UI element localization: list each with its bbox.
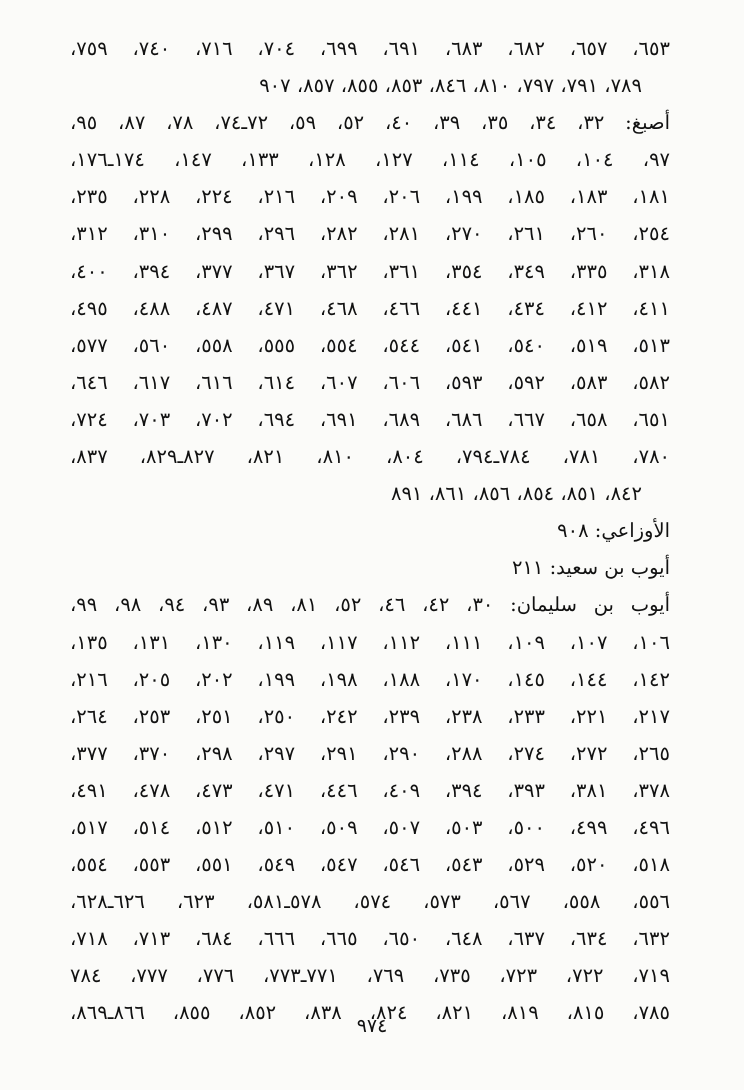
index-line: ٩٧، ١٠٤، ١٠٥، ١١٤، ١٢٧، ١٢٨، ١٣٣، ١٤٧، ١٧٤ـ١٧٦، — [70, 148, 671, 172]
index-line: ٥١٨، ٥٢٠، ٥٢٩، ٥٤٣، ٥٤٦، ٥٤٧، ٥٤٩، ٥٥١، ٥٥٣، ٥٥٤، — [70, 853, 670, 877]
index-entry-asbagh: أصبغ: ٣٢، ٣٤، ٣٥، ٣٩، ٤٠، ٥٢، ٥٩، ٧٢ـ٧٤، ٧٨، ٨٧، ٩٥، — [70, 111, 670, 135]
index-entry-awzai: الأوزاعي: ٩٠٨ — [557, 519, 670, 543]
index-line: ١٨١، ١٨٣، ١٨٥، ١٩٩، ٢٠٦، ٢٠٩، ٢١٦، ٢٢٤، ٢٢٨، ٢٣٥، — [70, 185, 670, 209]
index-entry-ayyub-bin-sulayman: أيوب بن سليمان: ٣٠، ٤٢، ٤٦، ٥٢، ٨١، ٨٩، ٩٣، ٩٤، ٩٨، ٩٩، — [70, 593, 671, 617]
index-line: ١٠٦، ١٠٧، ١٠٩، ١١١، ١١٢، ١١٧، ١١٩، ١٣٠، ١٣١، ١٣٥، — [70, 630, 670, 654]
index-line: ٢١٧، ٢٢١، ٢٣٣، ٢٣٨، ٢٣٩، ٢٤٢، ٢٥٠، ٢٥١، ٢٥٣، ٢٦٤، — [70, 704, 670, 728]
index-line: ٦٥١، ٦٥٨، ٦٦٧، ٦٨٦، ٦٨٩، ٦٩١، ٦٩٤، ٧٠٢، ٧٠٣، ٧٢٤، — [70, 407, 670, 431]
index-line: ٦٥٣، ٦٥٧، ٦٨٢، ٦٨٣، ٦٩١، ٦٩٩، ٧٠٤، ٧١٦، ٧٤٠، ٧٥٩، — [70, 37, 670, 60]
index-line: ٥٨٢، ٥٨٣، ٥٩٢، ٥٩٣، ٦٠٦، ٦٠٧، ٦١٤، ٦١٦، ٦١٧، ٦٤٦، — [70, 370, 670, 394]
index-line: ٤١١، ٤١٢، ٤٣٤، ٤٤١، ٤٦٦، ٤٦٨، ٤٧١، ٤٨٧، ٤٨٨، ٤٩٥، — [70, 296, 670, 320]
index-line: ٧١٩، ٧٢٢، ٧٢٣، ٧٣٥، ٧٦٩، ٧٧١ـ٧٧٣، ٧٧٦، ٧٧٧، ٧٨٤ — [70, 964, 670, 988]
index-line: ٧٨٩، ٧٩١، ٧٩٧، ٨١٠، ٨٤٦، ٨٥٣، ٨٥٥، ٨٥٧، ٩٠٧ — [259, 74, 642, 98]
index-line: ٣١٨، ٣٣٥، ٣٤٩، ٣٥٤، ٣٦١، ٣٦٢، ٣٦٧، ٣٧٧، ٣٩٤، ٤٠٠، — [70, 259, 670, 283]
index-line: ٦٣٢، ٦٣٤، ٦٣٧، ٦٤٨، ٦٥٠، ٦٦٥، ٦٦٦، ٦٨٤، ٧١٣، ٧١٨، — [70, 927, 670, 951]
index-line: ٧٨٠، ٧٨١، ٧٨٤ـ٧٩٤، ٨٠٤، ٨١٠، ٨٢١، ٨٢٧ـ٨٢٩، ٨٣٧، — [70, 445, 671, 469]
index-text — [70, 30, 670, 1032]
index-line: ٤٩٦، ٤٩٩، ٥٠٠، ٥٠٣، ٥٠٧، ٥٠٩، ٥١٠، ٥١٢، ٥١٤، ٥١٧، — [70, 815, 670, 839]
index-line: ١٤٢، ١٤٤، ١٤٥، ١٧٠، ١٨٨، ١٩٨، ١٩٩، ٢٠٢، ٢٠٥، ٢١٦، — [70, 667, 670, 691]
index-line: ٥٥٦، ٥٥٨، ٥٦٧، ٥٧٣، ٥٧٤، ٥٧٨ـ٥٨١، ٦٢٣، ٦٢٦ـ٦٢٨، — [70, 890, 671, 914]
page-number: ٩٧٤ — [356, 1015, 388, 1037]
index-line: ٧٨٥، ٨١٥، ٨١٩، ٨٢١، ٨٢٤، ٨٣٨، ٨٥٢، ٨٥٥، ٨٦٦ـ٨٦٩، — [70, 1001, 670, 1025]
index-entry-ayyub-bin-said: أيوب بن سعيد: ٢١١ — [511, 556, 670, 580]
index-line: ٣٧٨، ٣٨١، ٣٩٣، ٣٩٤، ٤٠٩، ٤٤٦، ٤٧١، ٤٧٣، ٤٧٨، ٤٩١، — [70, 778, 670, 802]
index-line: ٥١٣، ٥١٩، ٥٤٠، ٥٤١، ٥٤٤، ٥٥٤، ٥٥٥، ٥٥٨، ٥٦٠، ٥٧٧، — [70, 333, 670, 357]
index-line: ٢٦٥، ٢٧٢، ٢٧٤، ٢٨٨، ٢٩٠، ٢٩١، ٢٩٧، ٢٩٨، ٣٧٠، ٣٧٧، — [70, 741, 670, 765]
index-line: ٢٥٤، ٢٦٠، ٢٦١، ٢٧٠، ٢٨١، ٢٨٢، ٢٩٦، ٢٩٩، ٣١٠، ٣١٢، — [70, 222, 670, 246]
index-line: ٨٤٢، ٨٥١، ٨٥٤، ٨٥٦، ٨٦١، ٨٩١ — [390, 482, 642, 506]
